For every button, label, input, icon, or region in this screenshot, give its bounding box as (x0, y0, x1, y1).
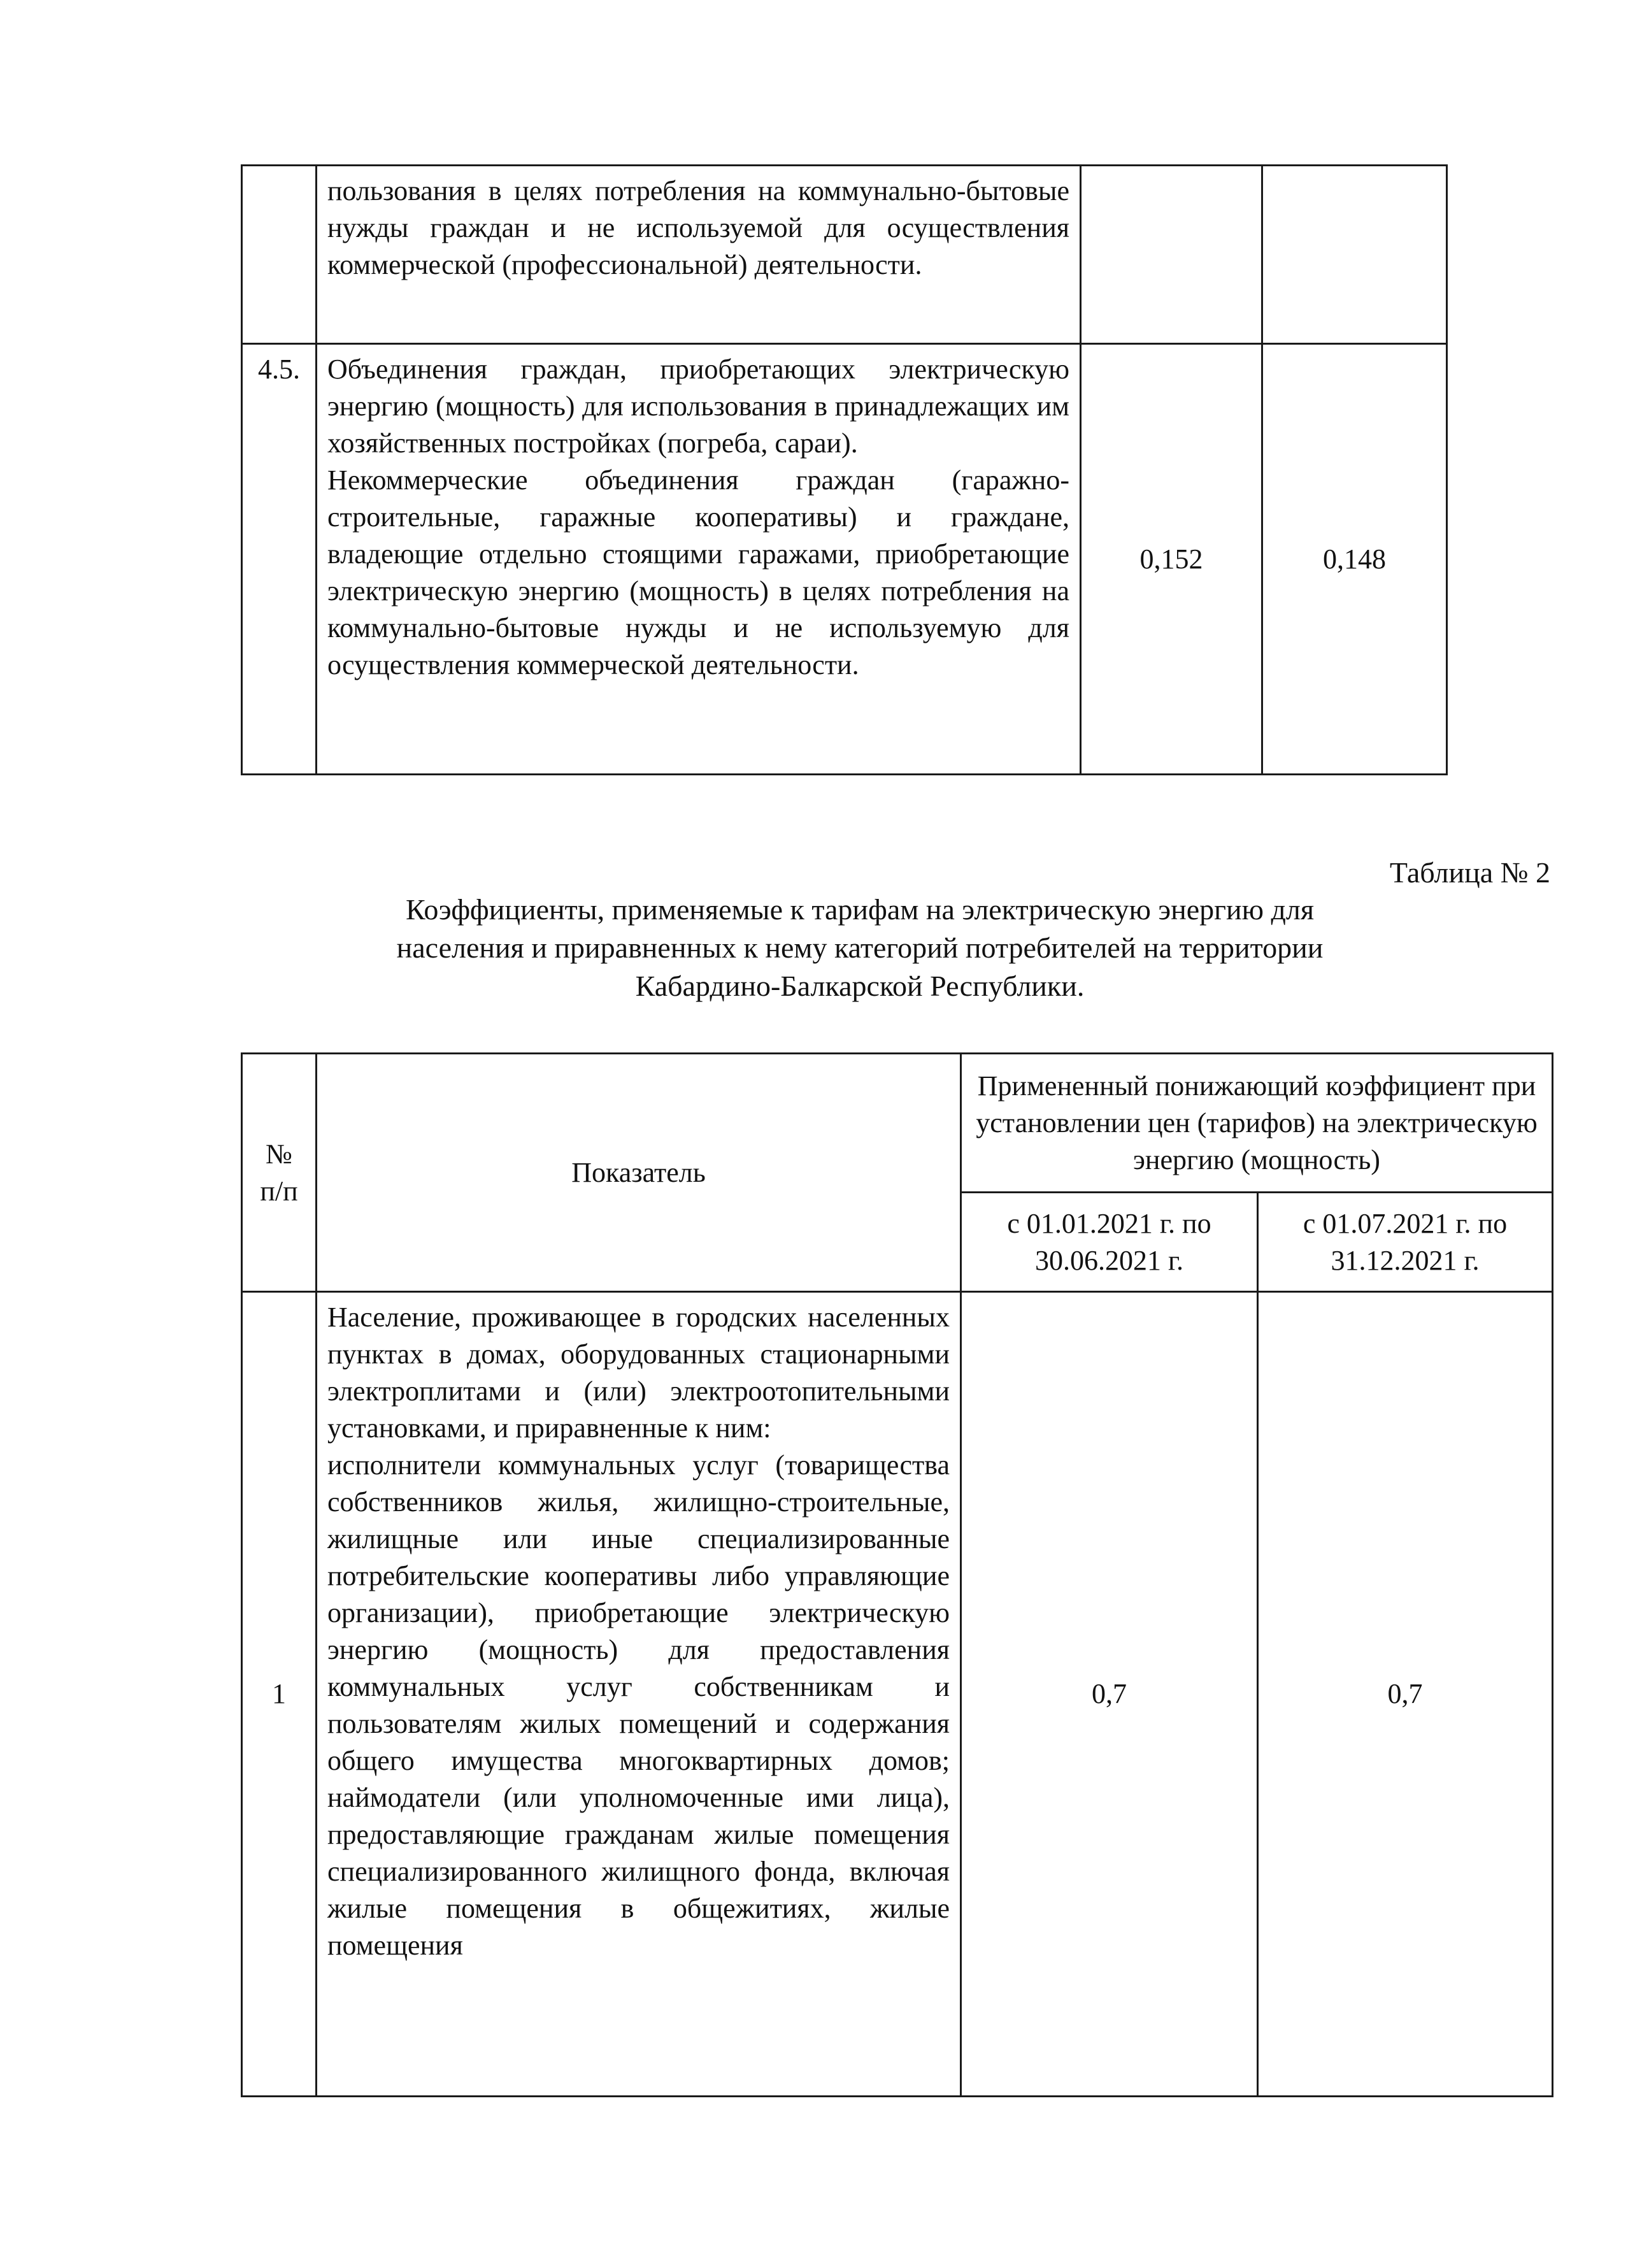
header-number: № п/п (242, 1054, 317, 1292)
table-title-line: Кабардино-Балкарской Республики. (635, 970, 1085, 1002)
row-value-2: 0,148 (1262, 344, 1447, 775)
coefficients-table (241, 1052, 1553, 2097)
header-row (242, 1054, 1553, 1193)
row-value-1: 0,152 (1081, 344, 1262, 775)
row-value-1 (1081, 166, 1262, 344)
row-number: 4.5. (242, 344, 317, 775)
table-title-line: Коэффициенты, применяемые к тарифам на электрическую энергию для (405, 893, 1315, 926)
row-value-2: 0,7 (1258, 1292, 1553, 2097)
row-paragraph: пользования в целях потребления на коммунально-бытовые нужды граждан и не используемой для осуществления коммерческой (профессиональной) деятельности. (327, 175, 1069, 280)
row-paragraph: Объединения граждан, приобретающих электрическую энергию (мощность) для использования в принадлежащих им хозяйственных постройках (погреба, сараи). (327, 354, 1069, 459)
table-row (242, 344, 1447, 775)
tariff-table-continued (241, 164, 1448, 775)
row-paragraph: Некоммерческие объединения граждан (гаражно-строительные, гаражные кооперативы) и граждане, владеющие отдельно стоящими гаражами, приобретающие электрическую энергию (мощность) в целях потребления на коммунально-бытовые нужды и не используемую для осуществления коммерческой деятельности. (327, 464, 1069, 680)
header-indicator: Показатель (317, 1054, 961, 1292)
table-title (357, 891, 1363, 1005)
row-paragraph: Население, проживающее в городских населенных пунктах в домах, оборудованных стационарными электроплитами и (или) электроотопительными установками, и приравненные к ним: (327, 1302, 950, 1444)
header-period-2: с 01.07.2021 г. по 31.12.2021 г. (1258, 1193, 1553, 1292)
table-title-line: населения и приравненных к нему категорий потребителей на территории (396, 931, 1324, 964)
row-number (242, 166, 317, 344)
row-description (317, 344, 1081, 775)
table-row (242, 166, 1447, 344)
row-number: 1 (242, 1292, 317, 2097)
table-row (242, 1292, 1553, 2097)
table-number: Таблица № 2 (1389, 856, 1550, 889)
row-description (317, 166, 1081, 344)
row-value-1: 0,7 (961, 1292, 1258, 2097)
row-value-2 (1262, 166, 1447, 344)
header-coefficient-group: Примененный понижающий коэффициент при установлении цен (тарифов) на электрическую энергию (мощность) (961, 1054, 1553, 1193)
header-period-1: с 01.01.2021 г. по 30.06.2021 г. (961, 1193, 1258, 1292)
row-description (317, 1292, 961, 2097)
row-paragraph: исполнители коммунальных услуг (товарищества собственников жилья, жилищно-строительные, жилищные или иные специализированные потребительские кооперативы либо управляющие организации), приобретающие электрическую энергию (мощность) для предоставления коммунальных услуг собственникам и пользователям жилых помещений и содержания общего имущества многоквартирных домов; наймодатели (или уполномоченные ими лица), предоставляющие гражданам жилые помещения специализированного жилищного фонда, включая жилые помещения в общежитиях, жилые помещения (327, 1449, 950, 1961)
